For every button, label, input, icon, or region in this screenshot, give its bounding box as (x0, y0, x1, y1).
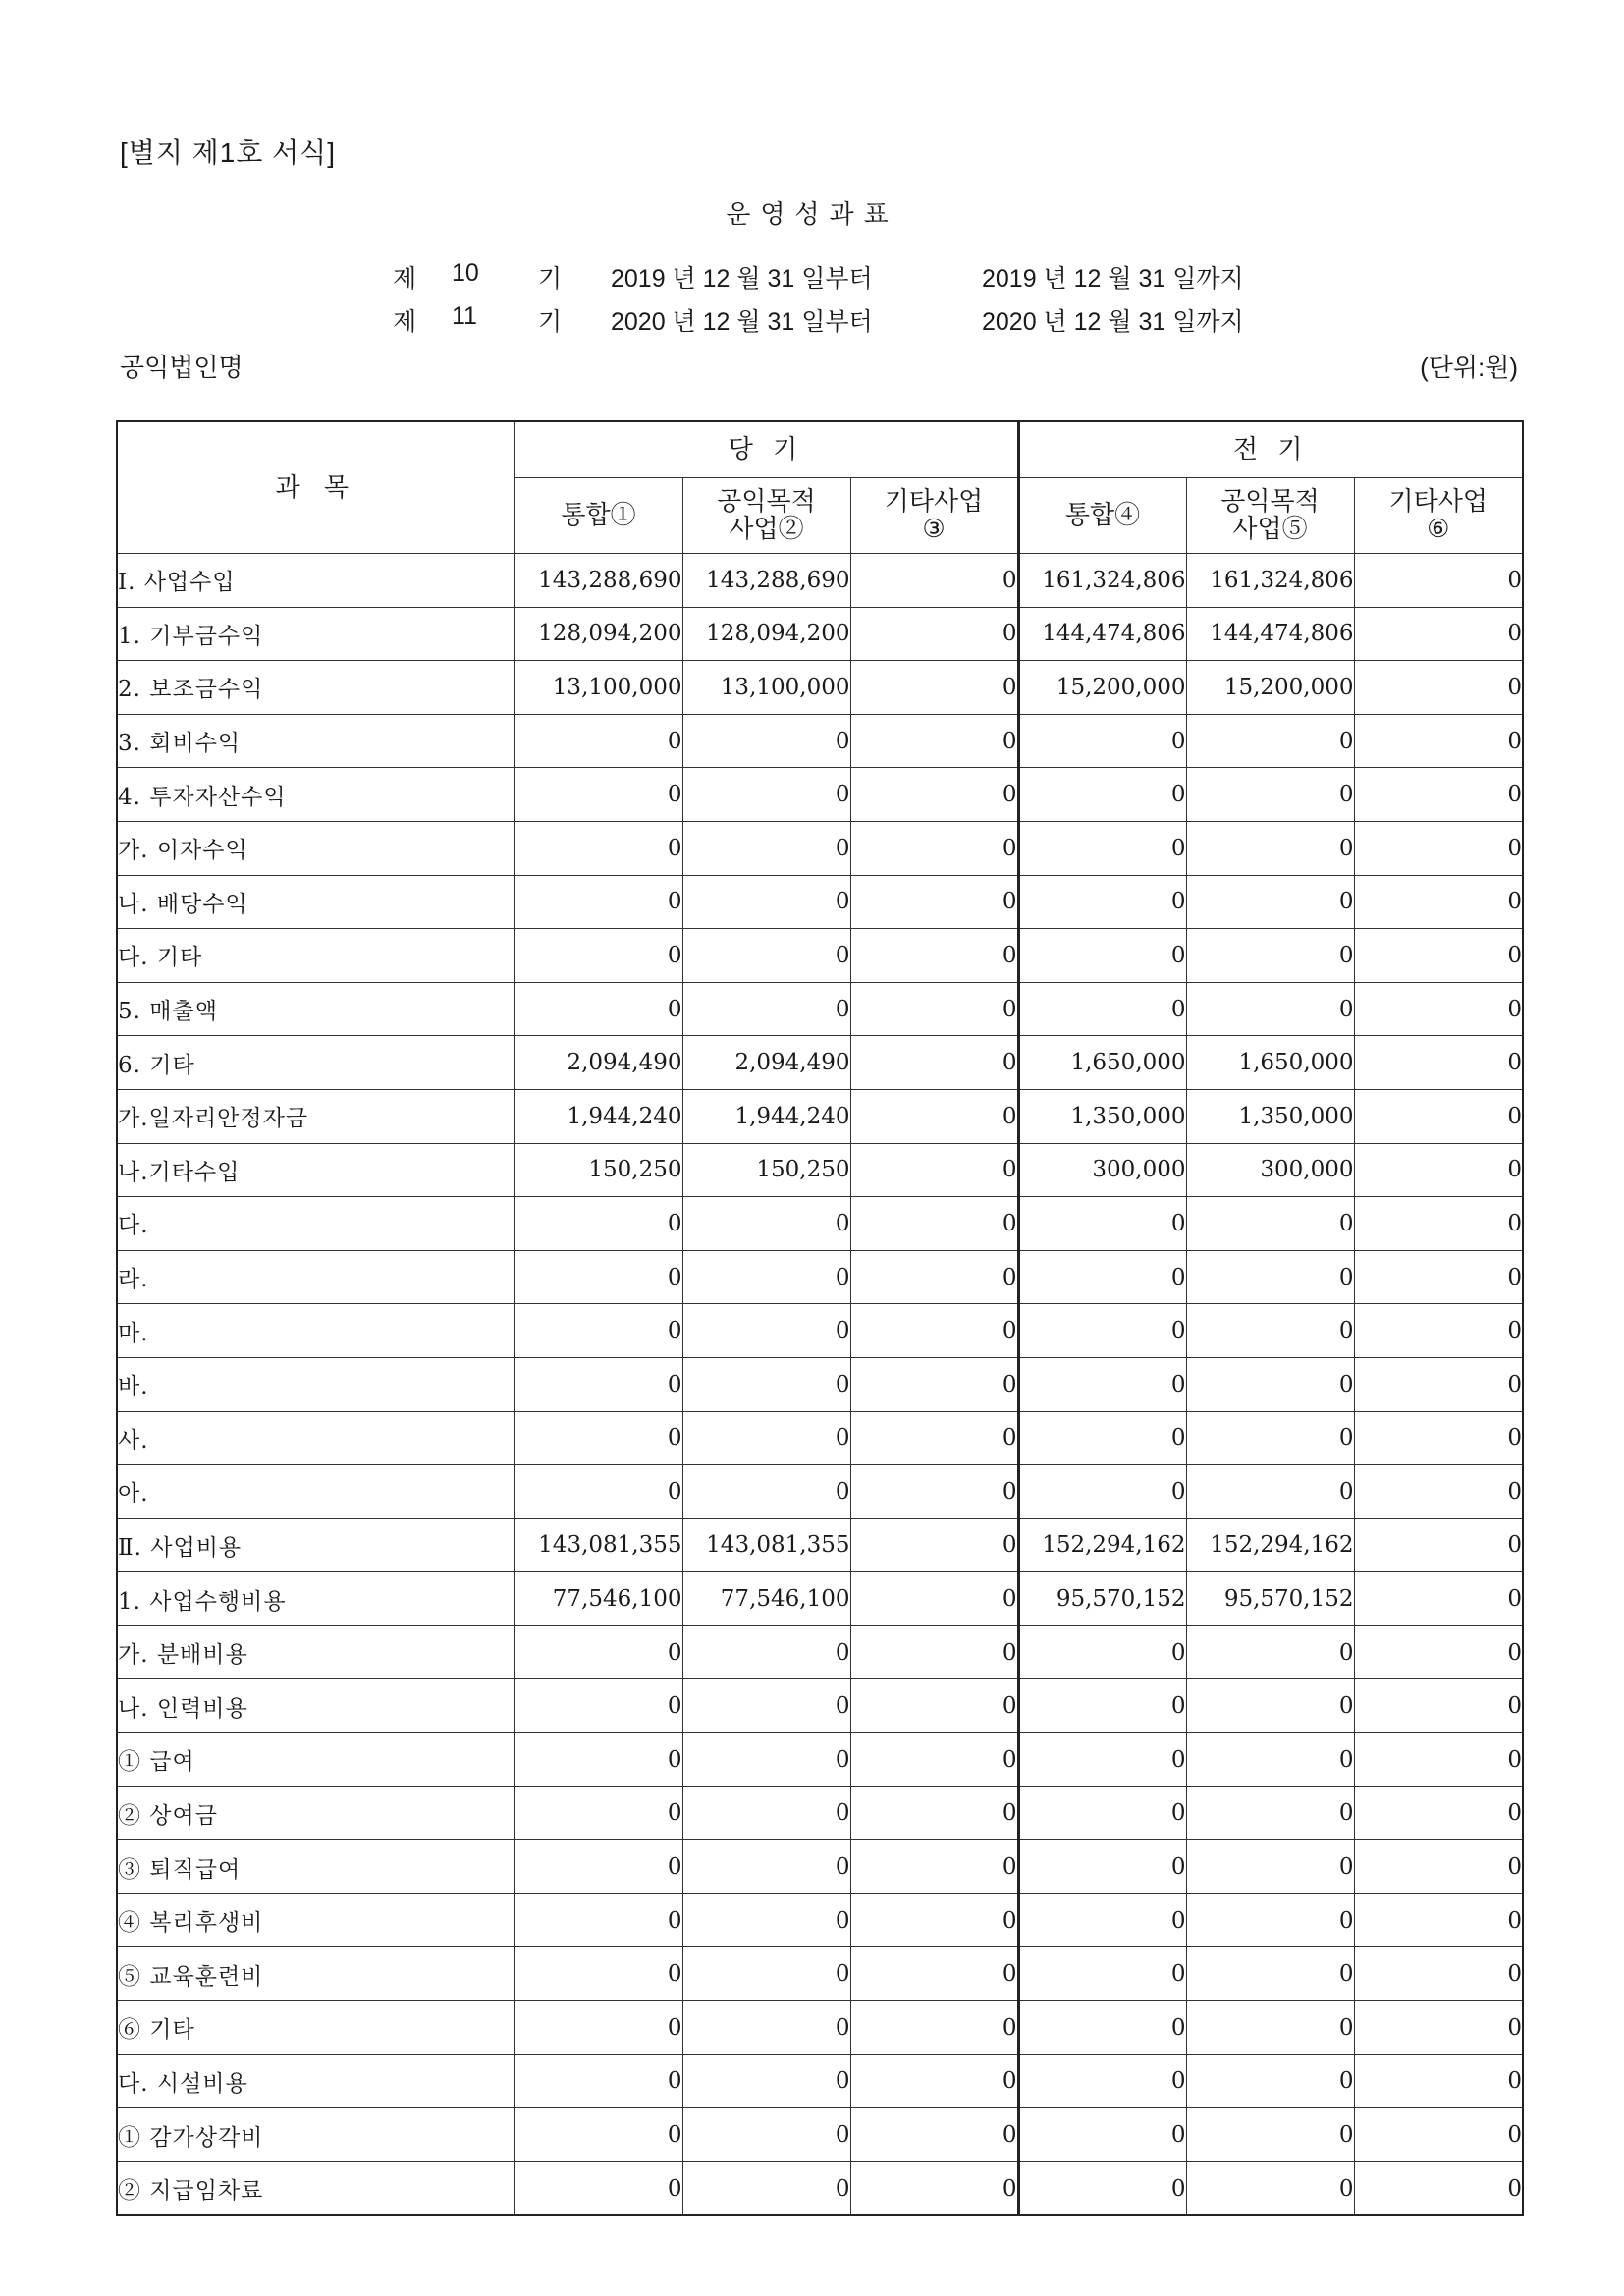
row-value: 0 (850, 1411, 1018, 1465)
row-value: 0 (1354, 714, 1523, 768)
operating-results-table (116, 420, 1524, 2216)
row-value: 0 (1354, 1947, 1523, 2001)
row-value: 0 (1186, 821, 1354, 875)
row-value: 0 (1186, 1250, 1354, 1304)
row-value: 0 (1018, 1197, 1186, 1251)
row-value: 0 (682, 2161, 850, 2215)
row-label: 라. (117, 1250, 514, 1304)
row-value: 0 (1186, 875, 1354, 929)
column-header-5 (1186, 478, 1354, 554)
row-value: 0 (514, 1679, 682, 1733)
row-value: 0 (1186, 1840, 1354, 1894)
period-number: 10 (452, 259, 479, 287)
row-value: 0 (682, 1947, 850, 2001)
column-header-6 (1354, 478, 1523, 554)
column-header-2 (682, 478, 850, 554)
row-label: ② 지급임차료 (117, 2161, 514, 2215)
row-value: 0 (1354, 2108, 1523, 2162)
table-row (117, 1893, 1523, 1947)
row-value: 0 (514, 1250, 682, 1304)
row-value: 0 (1186, 1304, 1354, 1358)
row-value: 0 (1186, 982, 1354, 1036)
row-value: 0 (850, 1893, 1018, 1947)
row-value: 0 (1018, 2108, 1186, 2162)
row-value: 0 (850, 1357, 1018, 1411)
row-value: 0 (1018, 1733, 1186, 1787)
row-value: 0 (850, 2001, 1018, 2055)
column-header-line: ⑥ (1427, 515, 1450, 544)
row-value: 0 (1186, 1679, 1354, 1733)
row-value: 0 (1354, 1304, 1523, 1358)
row-value: 0 (850, 1304, 1018, 1358)
row-value: 0 (1018, 714, 1186, 768)
row-value: 0 (1018, 1465, 1186, 1519)
row-value: 300,000 (1186, 1143, 1354, 1197)
row-value: 0 (1018, 821, 1186, 875)
row-value: 0 (682, 1250, 850, 1304)
row-value: 0 (682, 2108, 850, 2162)
row-value: 0 (1186, 1465, 1354, 1519)
row-value: 0 (850, 2108, 1018, 2162)
period-suffix: 기 (538, 265, 563, 293)
row-value: 0 (1186, 2161, 1354, 2215)
row-label: 나. 인력비용 (117, 1679, 514, 1733)
row-value: 0 (1018, 1893, 1186, 1947)
row-label: ④ 복리후생비 (117, 1893, 514, 1947)
unit-label: (단위:원) (1420, 353, 1518, 382)
row-label: 5. 매출액 (117, 982, 514, 1036)
row-value: 0 (1186, 2001, 1354, 2055)
row-value: 0 (682, 929, 850, 983)
row-value: 0 (1186, 1197, 1354, 1251)
table-row (117, 661, 1523, 715)
row-value: 150,250 (682, 1143, 850, 1197)
row-value: 2,094,490 (514, 1036, 682, 1090)
row-label: ② 상여금 (117, 1786, 514, 1840)
row-value: 0 (1354, 1733, 1523, 1787)
table-row (117, 1143, 1523, 1197)
table-row (117, 554, 1523, 608)
row-value: 0 (682, 1893, 850, 1947)
row-value: 0 (850, 821, 1018, 875)
row-value: 0 (1354, 768, 1523, 822)
row-value: 0 (850, 768, 1018, 822)
row-label: 마. (117, 1304, 514, 1358)
row-value: 0 (514, 1465, 682, 1519)
row-value: 0 (850, 1679, 1018, 1733)
row-value: 0 (514, 1840, 682, 1894)
row-label: 2. 보조금수익 (117, 661, 514, 715)
row-value: 0 (682, 982, 850, 1036)
row-value: 0 (514, 2001, 682, 2055)
row-value: 0 (1354, 929, 1523, 983)
row-value: 0 (682, 1197, 850, 1251)
row-value: 300,000 (1018, 1143, 1186, 1197)
row-value: 0 (1186, 1411, 1354, 1465)
form-label: [별지 제1호 서식] (120, 137, 336, 168)
row-label: 가. 이자수익 (117, 821, 514, 875)
row-label: 가.일자리안정자금 (117, 1089, 514, 1143)
row-value: 0 (682, 1679, 850, 1733)
row-value: 0 (1018, 2054, 1186, 2108)
row-value: 0 (514, 1893, 682, 1947)
column-header-1 (514, 478, 682, 554)
row-value: 0 (514, 875, 682, 929)
row-value: 0 (850, 1840, 1018, 1894)
row-value: 0 (1186, 2108, 1354, 2162)
row-value: 143,288,690 (514, 554, 682, 608)
row-value: 0 (682, 2001, 850, 2055)
row-value: 0 (1354, 2161, 1523, 2215)
table-row (117, 929, 1523, 983)
row-value: 0 (850, 1465, 1018, 1519)
row-value: 0 (1354, 1250, 1523, 1304)
row-value: 0 (1354, 1197, 1523, 1251)
row-value: 0 (1354, 1465, 1523, 1519)
row-value: 0 (1354, 821, 1523, 875)
row-label: ① 급여 (117, 1733, 514, 1787)
row-value: 0 (1018, 1947, 1186, 2001)
table-row (117, 1089, 1523, 1143)
row-value: 0 (514, 1947, 682, 2001)
row-value: 1,944,240 (514, 1089, 682, 1143)
row-value: 0 (514, 2108, 682, 2162)
row-value: 0 (850, 1089, 1018, 1143)
table-row (117, 875, 1523, 929)
row-label: 나.기타수입 (117, 1143, 514, 1197)
row-value: 1,650,000 (1186, 1036, 1354, 1090)
row-value: 0 (1186, 1786, 1354, 1840)
row-value: 0 (850, 607, 1018, 661)
row-value: 1,650,000 (1018, 1036, 1186, 1090)
row-value: 0 (514, 1304, 682, 1358)
row-value: 0 (514, 1197, 682, 1251)
row-value: 1,350,000 (1186, 1089, 1354, 1143)
row-value: 0 (850, 2054, 1018, 2108)
row-value: 0 (850, 714, 1018, 768)
row-value: 0 (1018, 1357, 1186, 1411)
column-header-line: 통합① (561, 501, 636, 530)
row-value: 1,944,240 (682, 1089, 850, 1143)
row-value: 0 (1354, 607, 1523, 661)
row-value: 0 (850, 1733, 1018, 1787)
row-value: 0 (1018, 982, 1186, 1036)
row-label: Ⅱ. 사업비용 (117, 1518, 514, 1572)
row-value: 2,094,490 (682, 1036, 850, 1090)
row-value: 0 (514, 821, 682, 875)
row-value: 0 (1186, 1893, 1354, 1947)
table-row (117, 1625, 1523, 1679)
row-value: 0 (1354, 2054, 1523, 2108)
column-header-line: 공익목적 (717, 487, 816, 517)
row-value: 161,324,806 (1186, 554, 1354, 608)
row-value: 77,546,100 (682, 1572, 850, 1626)
row-label: 다. 시설비용 (117, 2054, 514, 2108)
row-label: 나. 배당수익 (117, 875, 514, 929)
row-value: 13,100,000 (682, 661, 850, 715)
row-value: 0 (514, 1733, 682, 1787)
row-label: 가. 분배비용 (117, 1625, 514, 1679)
row-value: 0 (682, 1304, 850, 1358)
row-value: 0 (514, 2054, 682, 2108)
row-value: 0 (850, 929, 1018, 983)
row-value: 0 (850, 2161, 1018, 2215)
row-value: 161,324,806 (1018, 554, 1186, 608)
row-value: 0 (1018, 1625, 1186, 1679)
current-period-header: 당 기 (514, 421, 1018, 478)
row-value: 0 (850, 1518, 1018, 1572)
row-value: 0 (1354, 1036, 1523, 1090)
row-value: 0 (1354, 661, 1523, 715)
row-value: 0 (1018, 1250, 1186, 1304)
row-value: 0 (1186, 714, 1354, 768)
column-header-4 (1018, 478, 1186, 554)
column-header-line: 기타사업 (1388, 487, 1489, 517)
row-value: 0 (1018, 2001, 1186, 2055)
row-label: Ⅰ. 사업수입 (117, 554, 514, 608)
row-label: 다. 기타 (117, 929, 514, 983)
row-value: 0 (682, 714, 850, 768)
row-value: 0 (1018, 2161, 1186, 2215)
column-header-3 (850, 478, 1018, 554)
row-value: 0 (1354, 1089, 1523, 1143)
table-row (117, 1947, 1523, 2001)
document-title: 운영성과표 (726, 199, 898, 229)
row-label: 1. 사업수행비용 (117, 1572, 514, 1626)
row-label: 3. 회비수익 (117, 714, 514, 768)
column-header-line: 통합④ (1064, 501, 1141, 530)
row-value: 0 (1018, 1411, 1186, 1465)
row-value: 0 (1018, 1679, 1186, 1733)
org-name-label: 공익법인명 (120, 353, 244, 382)
row-value: 95,570,152 (1018, 1572, 1186, 1626)
row-value: 128,094,200 (514, 607, 682, 661)
row-value: 152,294,162 (1186, 1518, 1354, 1572)
row-value: 0 (1186, 768, 1354, 822)
row-value: 0 (850, 554, 1018, 608)
row-value: 0 (1018, 1786, 1186, 1840)
row-value: 0 (1354, 1572, 1523, 1626)
column-header-line: 기타사업 (884, 487, 984, 517)
period-number: 11 (452, 302, 477, 330)
row-value: 0 (682, 1733, 850, 1787)
period-prefix: 제 (393, 308, 417, 336)
row-label: ① 감가상각비 (117, 2108, 514, 2162)
row-value: 0 (682, 1411, 850, 1465)
row-value: 0 (1186, 929, 1354, 983)
table-row (117, 1197, 1523, 1251)
row-value: 143,081,355 (682, 1518, 850, 1572)
row-value: 0 (514, 1625, 682, 1679)
period-to: 2019 년 12 월 31 일까지 (982, 265, 1244, 293)
row-value: 0 (1354, 1357, 1523, 1411)
table-row (117, 1250, 1523, 1304)
row-value: 128,094,200 (682, 607, 850, 661)
row-value: 13,100,000 (514, 661, 682, 715)
table-row (117, 1840, 1523, 1894)
row-value: 0 (1186, 1625, 1354, 1679)
table-row (117, 1679, 1523, 1733)
row-value: 0 (682, 1357, 850, 1411)
row-value: 0 (514, 1357, 682, 1411)
row-label: 사. (117, 1411, 514, 1465)
table-row (117, 2001, 1523, 2055)
row-value: 144,474,806 (1186, 607, 1354, 661)
row-value: 0 (682, 1786, 850, 1840)
row-value: 0 (850, 1786, 1018, 1840)
row-value: 0 (850, 1625, 1018, 1679)
row-value: 0 (1354, 875, 1523, 929)
table-row (117, 1304, 1523, 1358)
row-value: 0 (682, 2054, 850, 2108)
row-value: 0 (850, 1036, 1018, 1090)
table-row (117, 982, 1523, 1036)
period-to: 2020 년 12 월 31 일까지 (982, 308, 1244, 336)
table-row (117, 1518, 1523, 1572)
row-label: ⑥ 기타 (117, 2001, 514, 2055)
row-value: 0 (1186, 1733, 1354, 1787)
row-value: 0 (514, 1786, 682, 1840)
table-row (117, 714, 1523, 768)
row-value: 0 (682, 875, 850, 929)
row-value: 0 (682, 1625, 850, 1679)
row-value: 95,570,152 (1186, 1572, 1354, 1626)
row-value: 0 (1018, 1304, 1186, 1358)
row-value: 0 (1186, 2054, 1354, 2108)
column-header-line: 사업② (729, 515, 804, 544)
row-label: 아. (117, 1465, 514, 1519)
row-value: 0 (1018, 768, 1186, 822)
row-value: 150,250 (514, 1143, 682, 1197)
column-header-line: 공익목적 (1220, 487, 1320, 517)
table-row (117, 607, 1523, 661)
row-value: 0 (514, 982, 682, 1036)
row-value: 0 (682, 1465, 850, 1519)
table-row (117, 1411, 1523, 1465)
row-label: 4. 투자자산수익 (117, 768, 514, 822)
row-value: 0 (850, 1143, 1018, 1197)
row-label: ⑤ 교육훈련비 (117, 1947, 514, 2001)
row-value: 0 (514, 1411, 682, 1465)
table-row (117, 2054, 1523, 2108)
table-row (117, 1036, 1523, 1090)
table-row (117, 1465, 1523, 1519)
row-value: 0 (1354, 1840, 1523, 1894)
row-value: 0 (682, 768, 850, 822)
row-value: 143,081,355 (514, 1518, 682, 1572)
row-label: 바. (117, 1357, 514, 1411)
row-value: 144,474,806 (1018, 607, 1186, 661)
row-value: 77,546,100 (514, 1572, 682, 1626)
row-value: 0 (1354, 982, 1523, 1036)
column-header-line: 사업⑤ (1232, 515, 1308, 544)
row-value: 152,294,162 (1018, 1518, 1186, 1572)
previous-period-header: 전 기 (1018, 421, 1523, 478)
row-value: 0 (1354, 1625, 1523, 1679)
table-row (117, 821, 1523, 875)
row-value: 0 (514, 768, 682, 822)
row-label: 다. (117, 1197, 514, 1251)
row-value: 0 (1354, 1786, 1523, 1840)
row-value: 0 (1354, 554, 1523, 608)
row-value: 0 (850, 1947, 1018, 2001)
table-row (117, 1357, 1523, 1411)
row-value: 0 (1186, 1947, 1354, 2001)
row-value: 0 (850, 1572, 1018, 1626)
row-value: 15,200,000 (1186, 661, 1354, 715)
row-value: 0 (514, 2161, 682, 2215)
row-value: 143,288,690 (682, 554, 850, 608)
table-row (117, 2108, 1523, 2162)
row-value: 0 (1354, 1679, 1523, 1733)
row-value: 15,200,000 (1018, 661, 1186, 715)
column-header-line: ③ (922, 515, 946, 544)
row-value: 0 (850, 1197, 1018, 1251)
row-value: 0 (1018, 875, 1186, 929)
row-value: 0 (1354, 1518, 1523, 1572)
row-value: 0 (1186, 1357, 1354, 1411)
row-value: 0 (1018, 929, 1186, 983)
table-row (117, 768, 1523, 822)
period-prefix: 제 (393, 265, 417, 293)
table-row (117, 1786, 1523, 1840)
row-value: 0 (682, 821, 850, 875)
row-value: 0 (1354, 1143, 1523, 1197)
row-value: 0 (850, 982, 1018, 1036)
row-value: 0 (850, 875, 1018, 929)
period-from: 2019 년 12 월 31 일부터 (611, 265, 873, 293)
period-from: 2020 년 12 월 31 일부터 (611, 308, 873, 336)
row-value: 0 (682, 1840, 850, 1894)
period-suffix: 기 (538, 308, 563, 336)
row-value: 1,350,000 (1018, 1089, 1186, 1143)
row-value: 0 (1018, 1840, 1186, 1894)
row-value: 0 (1354, 2001, 1523, 2055)
table-row (117, 1572, 1523, 1626)
row-label: 1. 기부금수익 (117, 607, 514, 661)
row-value: 0 (850, 661, 1018, 715)
table-row (117, 1733, 1523, 1787)
row-value: 0 (1354, 1893, 1523, 1947)
row-value: 0 (850, 1250, 1018, 1304)
row-label: ③ 퇴직급여 (117, 1840, 514, 1894)
row-value: 0 (1354, 1411, 1523, 1465)
row-value: 0 (514, 929, 682, 983)
row-label: 6. 기타 (117, 1036, 514, 1090)
subject-header: 과 목 (117, 421, 514, 554)
table-row (117, 2161, 1523, 2215)
row-value: 0 (514, 714, 682, 768)
